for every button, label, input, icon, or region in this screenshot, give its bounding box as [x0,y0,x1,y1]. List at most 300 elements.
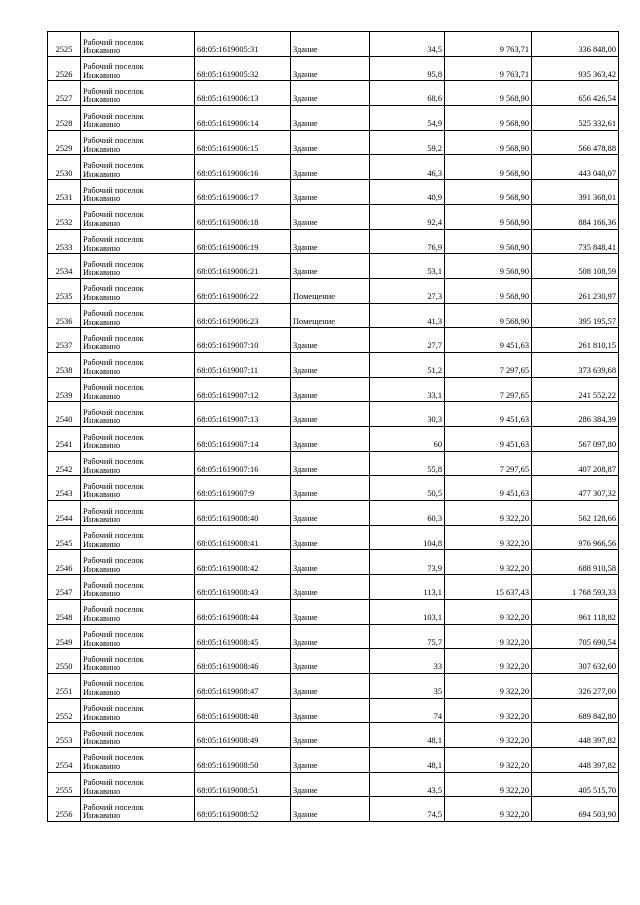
row-number-cell: 2543 [48,476,81,501]
cadastral-number-cell: 68:05:1619006:21 [195,254,291,279]
cadastral-value-cell: 336 848,00 [532,32,619,57]
cadastral-number-cell: 68:05:1619007:13 [195,402,291,427]
settlement-type-label: Рабочий поселок [83,407,144,417]
cadastral-value-cell: 935 363,42 [532,56,619,81]
settlement-type-label: Рабочий поселок [83,605,144,615]
cadastral-number-cell: 68:05:1619008:45 [195,624,291,649]
settlement-name-label: Инжавино [83,490,121,500]
table-row [48,155,619,180]
rate-cell: 9 568,90 [445,130,532,155]
settlement-type-label: Рабочий поселок [83,531,144,541]
area-cell: 104,8 [370,525,445,550]
area-cell: 53,1 [370,254,445,279]
area-cell: 51,2 [370,352,445,377]
object-type-cell: Здание [291,599,370,624]
rate-cell: 9 568,90 [445,155,532,180]
rate-cell: 9 322,20 [445,501,532,526]
rate-cell: 9 322,20 [445,649,532,674]
table-row [48,747,619,772]
object-type-cell: Здание [291,698,370,723]
row-number-cell: 2552 [48,698,81,723]
table-row [48,303,619,328]
settlement-name-label: Инжавино [83,169,121,179]
row-number-cell: 2556 [48,797,81,822]
table-row [48,32,619,57]
object-type-cell: Здание [291,797,370,822]
area-cell: 113,1 [370,575,445,600]
area-cell: 41,3 [370,303,445,328]
row-number-cell: 2541 [48,427,81,452]
table-row [48,229,619,254]
row-number-cell: 2531 [48,180,81,205]
cadastral-number-cell: 68:05:1619006:16 [195,155,291,180]
row-number-cell: 2550 [48,649,81,674]
cadastral-value-cell: 407 208,87 [532,451,619,476]
area-cell: 30,3 [370,402,445,427]
area-cell: 35 [370,673,445,698]
settlement-type-label: Рабочий поселок [83,111,144,121]
settlement-type-label: Рабочий поселок [83,333,144,343]
settlement-name-label: Инжавино [83,218,121,228]
cadastral-value-cell: 705 690,54 [532,624,619,649]
cadastral-table [47,31,619,822]
area-cell: 60 [370,427,445,452]
rate-cell: 9 322,20 [445,525,532,550]
location-cell [81,427,195,452]
rate-cell: 9 763,71 [445,32,532,57]
row-number-cell: 2542 [48,451,81,476]
area-cell: 68,6 [370,81,445,106]
table-row [48,723,619,748]
table-row [48,328,619,353]
location-cell [81,451,195,476]
cadastral-value-cell: 508 108,59 [532,254,619,279]
row-number-cell: 2526 [48,56,81,81]
cadastral-number-cell: 68:05:1619008:43 [195,575,291,600]
cadastral-value-cell: 688 910,58 [532,550,619,575]
cadastral-value-cell: 286 384,39 [532,402,619,427]
object-type-cell: Здание [291,56,370,81]
row-number-cell: 2538 [48,352,81,377]
area-cell: 50,5 [370,476,445,501]
table-row [48,476,619,501]
settlement-name-label: Инжавино [83,737,121,747]
settlement-type-label: Рабочий поселок [83,235,144,244]
row-number-cell: 2537 [48,328,81,353]
settlement-type-label: Рабочий поселок [83,309,144,319]
settlement-name-label: Инжавино [83,515,121,525]
cadastral-value-cell: 566 478,88 [532,130,619,155]
object-type-cell: Здание [291,501,370,526]
area-cell: 95,8 [370,56,445,81]
table-row [48,130,619,155]
cadastral-value-cell: 241 552,22 [532,377,619,402]
rate-cell: 9 451,63 [445,476,532,501]
object-type-cell: Здание [291,155,370,180]
area-cell: 43,5 [370,772,445,797]
location-cell [81,130,195,155]
settlement-type-label: Рабочий поселок [83,555,144,565]
rate-cell: 9 763,71 [445,56,532,81]
cadastral-value-cell: 976 966,56 [532,525,619,550]
object-type-cell: Здание [291,328,370,353]
cadastral-number-cell: 68:05:1619007:9 [195,476,291,501]
row-number-cell: 2530 [48,155,81,180]
cadastral-value-cell: 443 040,07 [532,155,619,180]
location-cell [81,328,195,353]
cadastral-number-cell: 68:05:1619008:42 [195,550,291,575]
cadastral-number-cell: 68:05:1619006:18 [195,204,291,229]
rate-cell: 9 451,63 [445,328,532,353]
cadastral-value-cell: 261 230,97 [532,278,619,303]
rate-cell: 9 568,90 [445,204,532,229]
area-cell: 40,9 [370,180,445,205]
cadastral-value-cell: 735 848,41 [532,229,619,254]
object-type-cell: Здание [291,32,370,57]
cadastral-value-cell: 448 397,82 [532,747,619,772]
area-cell: 92,4 [370,204,445,229]
location-cell [81,180,195,205]
row-number-cell: 2554 [48,747,81,772]
rate-cell: 9 322,20 [445,673,532,698]
cadastral-value-cell: 395 195,57 [532,303,619,328]
area-cell: 103,1 [370,599,445,624]
cadastral-number-cell: 68:05:1619006:14 [195,106,291,131]
row-number-cell: 2549 [48,624,81,649]
object-type-cell: Здание [291,352,370,377]
cadastral-number-cell: 68:05:1619008:48 [195,698,291,723]
object-type-cell: Здание [291,427,370,452]
row-number-cell: 2529 [48,130,81,155]
area-cell: 27,3 [370,278,445,303]
settlement-name-label: Инжавино [83,194,121,204]
cadastral-value-cell: 694 503,90 [532,797,619,822]
object-type-cell: Здание [291,624,370,649]
settlement-type-label: Рабочий поселок [83,210,144,220]
row-number-cell: 2551 [48,673,81,698]
cadastral-value-cell: 326 277,00 [532,673,619,698]
location-cell [81,747,195,772]
location-cell [81,32,195,57]
settlement-name-label: Инжавино [83,367,121,377]
settlement-name-label: Инжавино [83,144,121,154]
settlement-type-label: Рабочий поселок [83,185,144,195]
location-cell [81,476,195,501]
cadastral-number-cell: 68:05:1619006:15 [195,130,291,155]
object-type-cell: Здание [291,525,370,550]
cadastral-number-cell: 68:05:1619008:44 [195,599,291,624]
area-cell: 59,2 [370,130,445,155]
row-number-cell: 2544 [48,501,81,526]
object-type-cell: Здание [291,204,370,229]
row-number-cell: 2534 [48,254,81,279]
settlement-name-label: Инжавино [83,786,121,796]
table-row [48,797,619,822]
settlement-name-label: Инжавино [83,416,121,426]
table-row [48,451,619,476]
cadastral-value-cell: 525 332,61 [532,106,619,131]
rate-cell: 9 568,90 [445,106,532,131]
cadastral-number-cell: 68:05:1619006:13 [195,81,291,106]
row-number-cell: 2553 [48,723,81,748]
settlement-name-label: Инжавино [83,243,121,253]
table-row [48,501,619,526]
cadastral-value-cell: 689 842,80 [532,698,619,723]
settlement-name-label: Инжавино [83,811,121,821]
object-type-cell: Помещение [291,303,370,328]
cadastral-value-cell: 961 118,82 [532,599,619,624]
settlement-type-label: Рабочий поселок [83,358,144,368]
settlement-type-label: Рабочий поселок [83,704,144,714]
location-cell [81,723,195,748]
rate-cell: 9 322,20 [445,723,532,748]
settlement-type-label: Рабочий поселок [83,432,144,442]
object-type-cell: Здание [291,476,370,501]
document-sheet [47,31,618,822]
table-row [48,204,619,229]
settlement-type-label: Рабочий поселок [83,160,144,170]
settlement-name-label: Инжавино [83,317,121,327]
table-row [48,698,619,723]
object-type-cell: Здание [291,772,370,797]
rate-cell: 9 322,20 [445,797,532,822]
area-cell: 48,1 [370,747,445,772]
settlement-name-label: Инжавино [83,539,121,549]
cadastral-number-cell: 68:05:1619008:51 [195,772,291,797]
area-cell: 74,5 [370,797,445,822]
table-row [48,525,619,550]
rate-cell: 7 297,65 [445,352,532,377]
cadastral-number-cell: 68:05:1619008:40 [195,501,291,526]
settlement-name-label: Инжавино [83,268,121,278]
settlement-type-label: Рабочий поселок [83,136,144,146]
cadastral-number-cell: 68:05:1619006:19 [195,229,291,254]
object-type-cell: Здание [291,130,370,155]
table-body [48,32,619,822]
area-cell: 60,3 [370,501,445,526]
area-cell: 55,8 [370,451,445,476]
object-type-cell: Здание [291,377,370,402]
cadastral-number-cell: 68:05:1619005:32 [195,56,291,81]
cadastral-number-cell: 68:05:1619007:11 [195,352,291,377]
cadastral-number-cell: 68:05:1619008:41 [195,525,291,550]
table-row [48,575,619,600]
settlement-name-label: Инжавино [83,342,121,352]
location-cell [81,155,195,180]
location-cell [81,698,195,723]
cadastral-number-cell: 68:05:1619008:49 [195,723,291,748]
settlement-type-label: Рабочий поселок [83,481,144,491]
location-cell [81,278,195,303]
table-row [48,106,619,131]
row-number-cell: 2527 [48,81,81,106]
cadastral-number-cell: 68:05:1619006:22 [195,278,291,303]
settlement-type-label: Рабочий поселок [83,630,144,639]
area-cell: 75,7 [370,624,445,649]
settlement-name-label: Инжавино [83,46,121,56]
rate-cell: 9 568,90 [445,81,532,106]
settlement-name-label: Инжавино [83,638,121,648]
object-type-cell: Здание [291,81,370,106]
row-number-cell: 2546 [48,550,81,575]
settlement-type-label: Рабочий поселок [83,86,144,96]
object-type-cell: Помещение [291,278,370,303]
area-cell: 76,9 [370,229,445,254]
location-cell [81,229,195,254]
settlement-name-label: Инжавино [83,564,121,574]
settlement-type-label: Рабочий поселок [83,284,144,294]
row-number-cell: 2525 [48,32,81,57]
rate-cell: 9 322,20 [445,772,532,797]
settlement-type-label: Рабочий поселок [83,679,144,689]
location-cell [81,303,195,328]
settlement-name-label: Инжавино [83,292,121,302]
object-type-cell: Здание [291,747,370,772]
rate-cell: 9 568,90 [445,254,532,279]
location-cell [81,649,195,674]
settlement-name-label: Инжавино [83,441,121,451]
table-row [48,673,619,698]
row-number-cell: 2528 [48,106,81,131]
location-cell [81,81,195,106]
cadastral-value-cell: 391 368,01 [532,180,619,205]
table-row [48,550,619,575]
settlement-name-label: Инжавино [83,95,121,105]
settlement-name-label: Инжавино [83,687,121,697]
table-row [48,599,619,624]
cadastral-number-cell: 68:05:1619008:50 [195,747,291,772]
row-number-cell: 2555 [48,772,81,797]
cadastral-number-cell: 68:05:1619008:47 [195,673,291,698]
area-cell: 48,1 [370,723,445,748]
rate-cell: 7 297,65 [445,377,532,402]
settlement-type-label: Рабочий поселок [83,654,144,664]
settlement-name-label: Инжавино [83,391,121,401]
rate-cell: 9 568,90 [445,303,532,328]
settlement-type-label: Рабочий поселок [83,580,144,590]
location-cell [81,673,195,698]
cadastral-number-cell: 68:05:1619007:16 [195,451,291,476]
table-row [48,772,619,797]
cadastral-value-cell: 261 810,15 [532,328,619,353]
cadastral-value-cell: 656 426,54 [532,81,619,106]
location-cell [81,352,195,377]
row-number-cell: 2547 [48,575,81,600]
table-row [48,649,619,674]
settlement-type-label: Рабочий поселок [83,753,144,763]
row-number-cell: 2545 [48,525,81,550]
table-row [48,56,619,81]
location-cell [81,501,195,526]
area-cell: 54,9 [370,106,445,131]
object-type-cell: Здание [291,550,370,575]
object-type-cell: Здание [291,451,370,476]
location-cell [81,377,195,402]
settlement-type-label: Рабочий поселок [83,728,144,738]
settlement-type-label: Рабочий поселок [83,506,144,516]
cadastral-value-cell: 884 166,36 [532,204,619,229]
area-cell: 34,5 [370,32,445,57]
rate-cell: 9 451,63 [445,402,532,427]
location-cell [81,599,195,624]
table-row [48,180,619,205]
rate-cell: 9 322,20 [445,550,532,575]
cadastral-value-cell: 448 397,82 [532,723,619,748]
location-cell [81,402,195,427]
table-row [48,254,619,279]
location-cell [81,797,195,822]
rate-cell: 9 322,20 [445,624,532,649]
table-row [48,624,619,649]
rate-cell: 9 568,90 [445,278,532,303]
location-cell [81,772,195,797]
settlement-type-label: Рабочий поселок [83,802,144,812]
settlement-type-label: Рабочий поселок [83,259,144,269]
row-number-cell: 2536 [48,303,81,328]
settlement-name-label: Инжавино [83,762,121,772]
rate-cell: 9 451,63 [445,427,532,452]
settlement-name-label: Инжавино [83,663,121,673]
settlement-type-label: Рабочий поселок [83,778,144,788]
location-cell [81,106,195,131]
cadastral-value-cell: 405 515,70 [532,772,619,797]
cadastral-value-cell: 373 639,68 [532,352,619,377]
area-cell: 27,7 [370,328,445,353]
rate-cell: 7 297,65 [445,451,532,476]
object-type-cell: Здание [291,673,370,698]
location-cell [81,56,195,81]
rate-cell: 9 322,20 [445,698,532,723]
area-cell: 33,1 [370,377,445,402]
cadastral-number-cell: 68:05:1619006:23 [195,303,291,328]
table-row [48,427,619,452]
table-row [48,377,619,402]
row-number-cell: 2548 [48,599,81,624]
table-row [48,81,619,106]
area-cell: 46,3 [370,155,445,180]
location-cell [81,525,195,550]
object-type-cell: Здание [291,229,370,254]
cadastral-number-cell: 68:05:1619007:10 [195,328,291,353]
location-cell [81,204,195,229]
location-cell [81,550,195,575]
cadastral-number-cell: 68:05:1619007:14 [195,427,291,452]
row-number-cell: 2535 [48,278,81,303]
object-type-cell: Здание [291,402,370,427]
settlement-type-label: Рабочий поселок [83,62,144,72]
rate-cell: 9 322,20 [445,599,532,624]
area-cell: 74 [370,698,445,723]
cadastral-number-cell: 68:05:1619008:52 [195,797,291,822]
location-cell [81,624,195,649]
cadastral-number-cell: 68:05:1619007:12 [195,377,291,402]
object-type-cell: Здание [291,254,370,279]
cadastral-value-cell: 477 307,32 [532,476,619,501]
area-cell: 73,9 [370,550,445,575]
settlement-name-label: Инжавино [83,120,121,130]
location-cell [81,254,195,279]
rate-cell: 9 568,90 [445,180,532,205]
settlement-name-label: Инжавино [83,589,121,599]
settlement-type-label: Рабочий поселок [83,37,144,47]
object-type-cell: Здание [291,575,370,600]
table-row [48,278,619,303]
object-type-cell: Здание [291,649,370,674]
cadastral-value-cell: 562 128,66 [532,501,619,526]
settlement-type-label: Рабочий поселок [83,457,144,467]
cadastral-number-cell: 68:05:1619006:17 [195,180,291,205]
cadastral-number-cell: 68:05:1619005:31 [195,32,291,57]
